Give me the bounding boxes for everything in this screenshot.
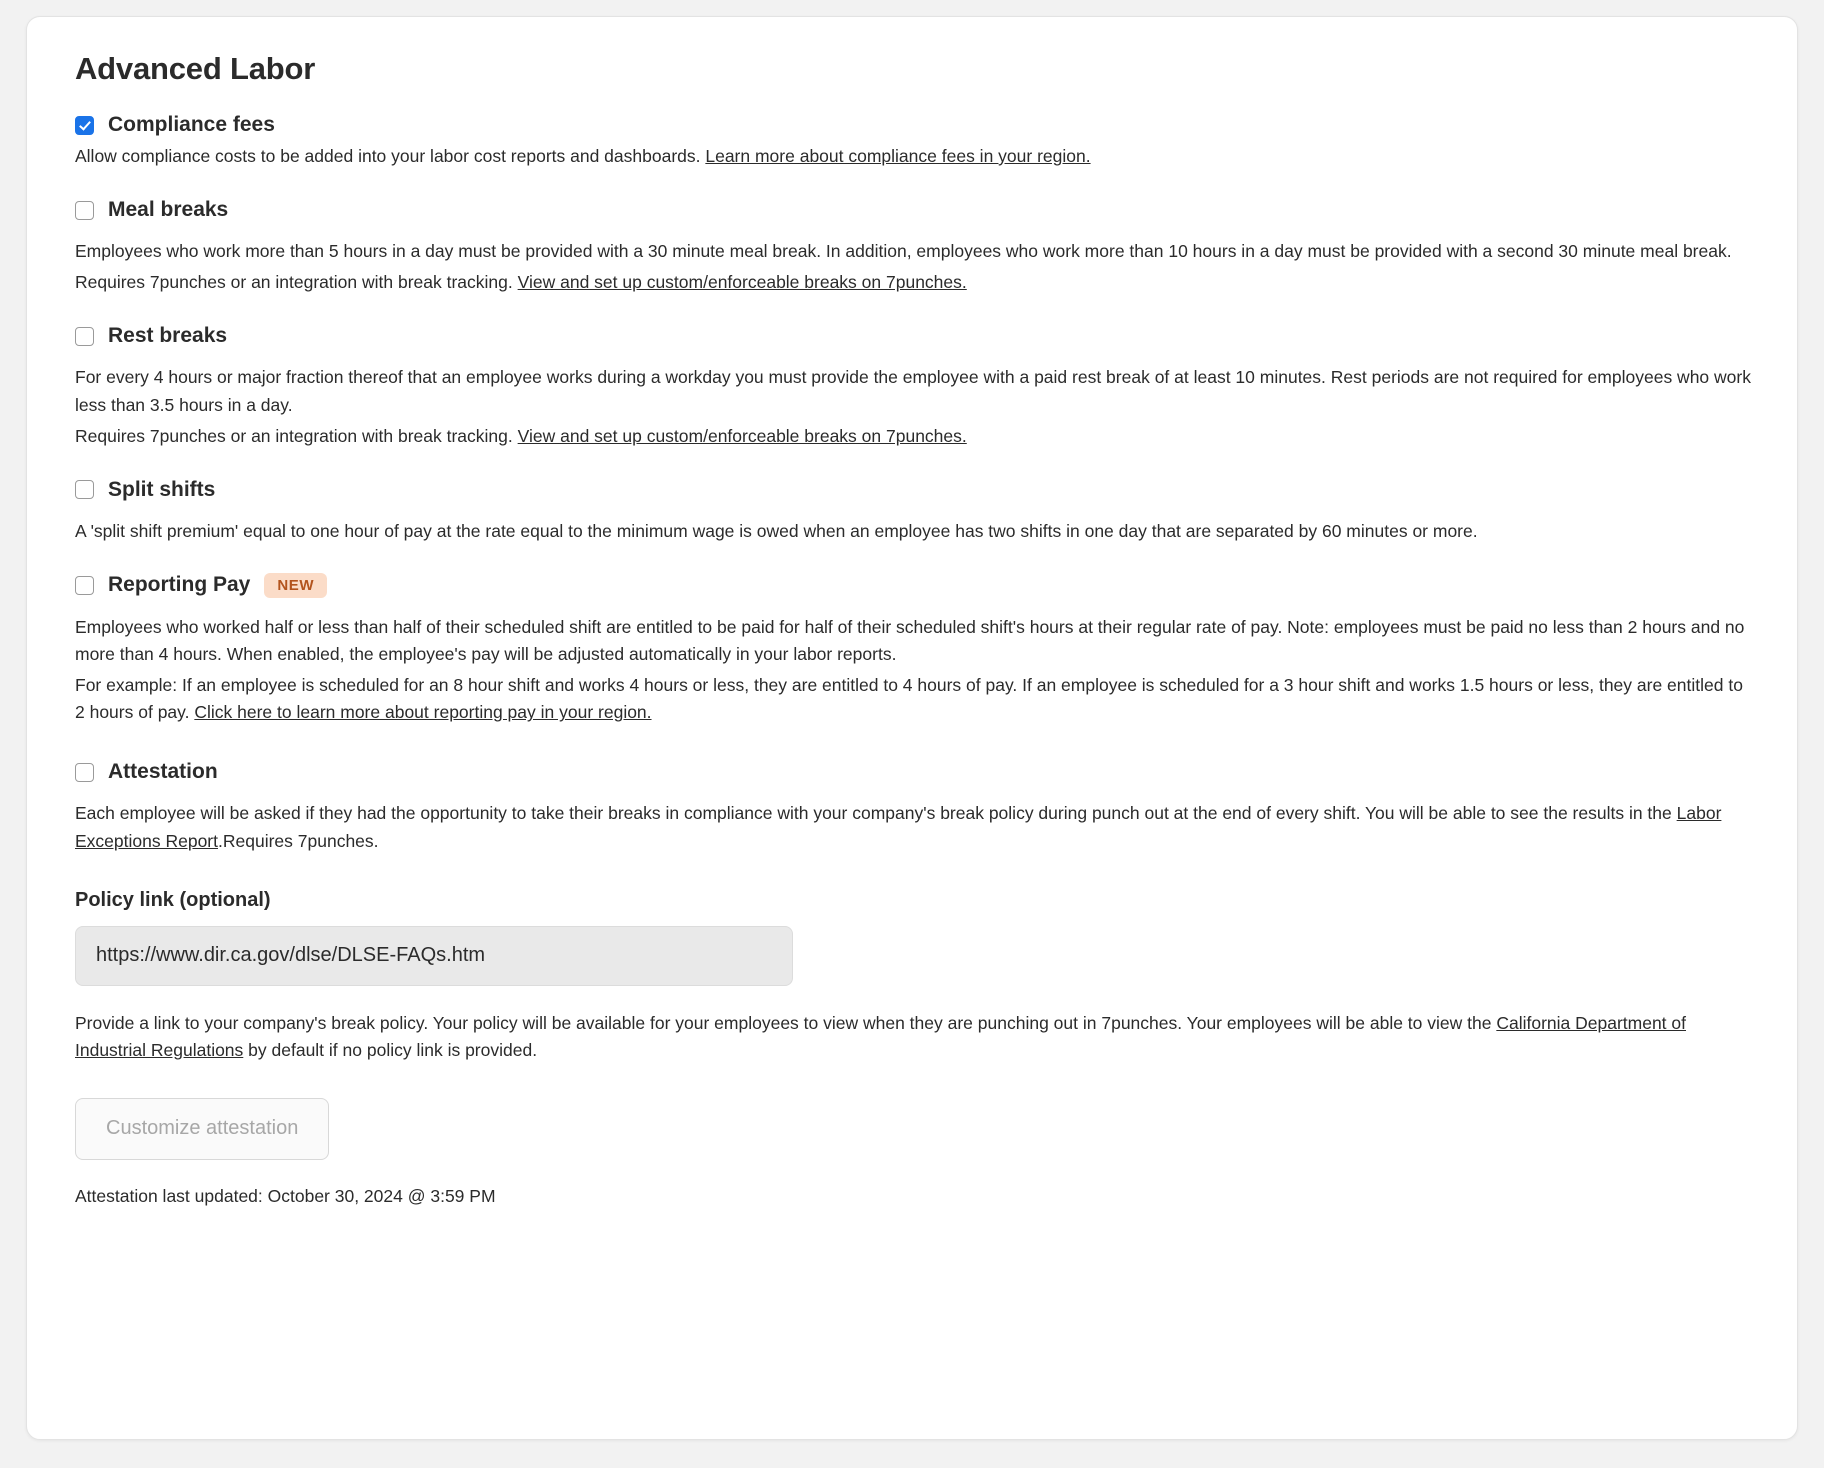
labor-exceptions-report-link[interactable]: Labor Exceptions Report <box>75 803 1722 851</box>
compliance-fees-description-text: Allow compliance costs to be added into your labor cost reports and dashboards. <box>75 146 706 166</box>
reporting-pay-example <box>75 672 1753 726</box>
rest-breaks-row[interactable] <box>75 324 1753 348</box>
split-shifts-description: A 'split shift premium' equal to one hour of pay at the rate equal to the minimum wage is owed when an employee has two shifts in one day that are separated by 60 minutes or more. <box>75 520 1478 541</box>
rest-breaks-checkbox[interactable] <box>75 327 94 346</box>
policy-link-help-text: Provide a link to your company's break policy. Your policy will be available for your employees to view when they are punching out in 7punches. Your employees will be able to view the <box>75 1012 1497 1033</box>
attestation-row[interactable] <box>75 760 1753 784</box>
spacer <box>75 176 1753 198</box>
setting-attestation <box>75 760 1753 854</box>
spacer <box>75 732 1753 760</box>
reporting-pay-new-badge: NEW <box>264 573 327 598</box>
rest-breaks-description: For every 4 hours or major fraction thereof that an employee works during a workday you must provide the employee with a paid rest break of at least 10 minutes. Rest periods are not required for employees who work less than 3.5 hours in a day. <box>75 367 1751 415</box>
policy-link-label: Policy link (optional) <box>75 888 271 911</box>
meal-breaks-requirement <box>75 269 1753 296</box>
card-content <box>27 17 1797 1207</box>
spacer <box>75 551 1753 573</box>
policy-link-help <box>75 1010 1753 1064</box>
compliance-fees-checkbox[interactable] <box>75 116 94 135</box>
reporting-pay-row[interactable] <box>75 573 1753 598</box>
advanced-labor-card <box>26 16 1798 1440</box>
reporting-pay-link[interactable]: Click here to learn more about reporting pay in your region. <box>194 702 652 723</box>
attestation-checkbox[interactable] <box>75 763 94 782</box>
meal-breaks-row[interactable] <box>75 198 1753 222</box>
split-shifts-checkbox[interactable] <box>75 480 94 499</box>
reporting-pay-label: Reporting Pay <box>108 573 251 597</box>
compliance-fees-link[interactable]: Learn more about compliance fees in your region. <box>705 146 1091 166</box>
reporting-pay-checkbox[interactable] <box>75 576 94 595</box>
attestation-description-tail: .Requires 7punches. <box>218 830 379 851</box>
meal-breaks-checkbox[interactable] <box>75 201 94 220</box>
customize-attestation-button[interactable]: Customize attestation <box>75 1098 329 1160</box>
rest-breaks-link[interactable]: View and set up custom/enforceable breaks on 7punches. <box>517 425 967 446</box>
setting-rest-breaks <box>75 324 1753 449</box>
compliance-fees-label: Compliance fees <box>108 113 275 136</box>
rest-breaks-requirement <box>75 423 1753 450</box>
attestation-description-text: Each employee will be asked if they had the opportunity to take their breaks in compliance with your company's break policy during punch out at the end of every shift. You will be able to see the results in the <box>75 803 1677 824</box>
setting-reporting-pay <box>75 573 1753 727</box>
setting-compliance-fees <box>75 113 1753 170</box>
meal-breaks-description: Employees who work more than 5 hours in a day must be provided with a 30 minute meal break. In addition, employees who work more than 10 hours in a day must be provided with a second 30 minute meal break. <box>75 241 1732 262</box>
rest-breaks-requirement-text: Requires 7punches or an integration with break tracking. <box>75 425 518 446</box>
split-shifts-label: Split shifts <box>108 477 216 501</box>
rest-breaks-label: Rest breaks <box>108 324 228 348</box>
setting-meal-breaks <box>75 198 1753 296</box>
attestation-last-updated: Attestation last updated: October 30, 2024 @ 3:59 PM <box>75 1185 496 1206</box>
reporting-pay-description: Employees who worked half or less than half of their scheduled shift are entitled to be paid for half of their scheduled shift's hours at their regular rate of pay. Note: employees must be paid no less than 2 hours and no more than 4 hours. When enabled, the employee's pay will be adjusted automatically in your labor reports. <box>75 616 1745 664</box>
attestation-description <box>75 800 1753 854</box>
spacer <box>75 456 1753 478</box>
meal-breaks-label: Meal breaks <box>108 198 229 222</box>
meal-breaks-link[interactable]: View and set up custom/enforceable breaks on 7punches. <box>517 272 967 293</box>
compliance-fees-row[interactable] <box>75 113 1753 137</box>
attestation-label: Attestation <box>108 760 218 784</box>
page-title: Advanced Labor <box>75 51 316 86</box>
reporting-pay-example-text: For example: If an employee is scheduled for an 8 hour shift and works 4 hours or less, they are entitled to 4 hours of pay. If an employee is scheduled for a 3 hour shift and works 1.5 hours or less, they are entitled to 2 hours of pay. <box>75 675 1743 723</box>
meal-breaks-requirement-text: Requires 7punches or an integration with break tracking. <box>75 272 518 293</box>
compliance-fees-description <box>75 143 1753 170</box>
spacer <box>75 302 1753 324</box>
setting-split-shifts <box>75 478 1753 545</box>
california-dir-link[interactable]: California Department of Industrial Regulations <box>75 1012 1686 1060</box>
split-shifts-row[interactable] <box>75 478 1753 502</box>
policy-link-help-tail: by default if no policy link is provided. <box>243 1039 538 1060</box>
policy-link-input[interactable] <box>75 926 793 986</box>
